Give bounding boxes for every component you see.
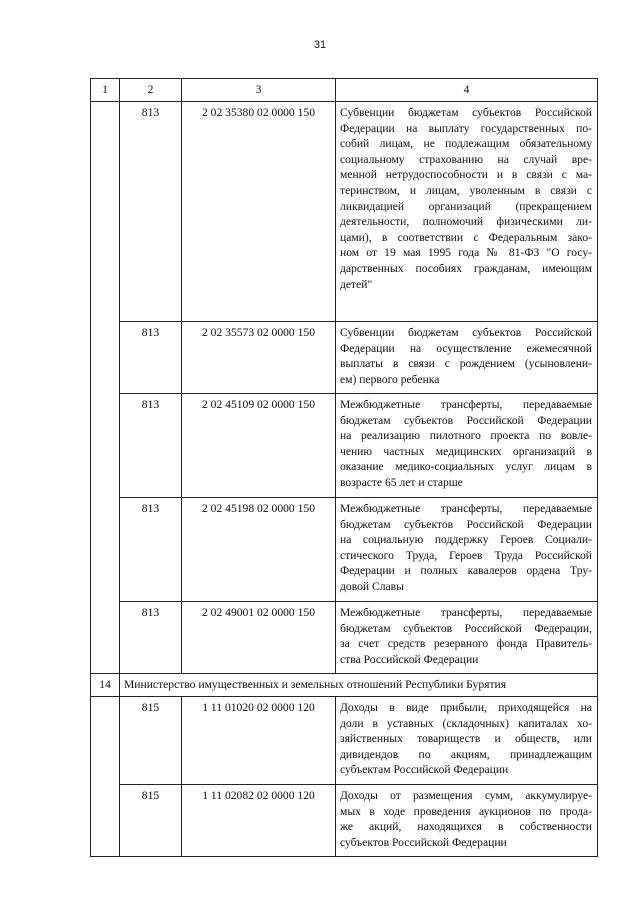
description-line: возрасте 65 лет и старше [340,475,463,489]
description-line: менной нетрудоспособности и в связи с ма- [340,168,592,182]
admin-code-cell: 813 [120,322,182,394]
description-line: зяйственных товариществ и обществ, или [340,732,592,746]
description-line: субъектам Российской Федерации [340,763,509,777]
description-line: Межбюджетные трансферты, передаваемые [340,398,592,411]
revenue-codes-table [90,78,598,857]
table-row [91,322,598,394]
table-row [91,498,598,602]
table-row [91,394,598,498]
description-line: теринством, и лицам, уволенным в связи с [340,183,592,197]
revenue-code-cell: 1 11 02082 02 0000 120 [182,785,336,857]
description-line: чению частных медицинских организаций в [340,444,592,458]
table-header-row [91,79,598,102]
description-line: дарственных пособиях гражданам, имеющим [340,261,592,275]
description-cell [336,394,598,498]
description-line: на социальную поддержку Героев Социали- [340,533,592,547]
group-number-cell [91,697,120,857]
description-cell [336,322,598,394]
revenue-code-cell: 2 02 35380 02 0000 150 [182,102,336,322]
header-col-2: 2 [120,79,182,102]
description-line: же акций, находящихся в собственности [340,820,592,834]
description-line: цами), в соответствии с Федеральным зако- [340,230,592,244]
description-line: Доходы в виде прибыли, приходящейся на [340,701,592,714]
revenue-code-cell: 2 02 35573 02 0000 150 [182,322,336,394]
admin-code-cell: 813 [120,602,182,674]
section-number: 14 [91,674,120,697]
description-cell [336,602,598,674]
table-row [91,102,598,322]
description-line: мых в ходе проведения аукционов по прода- [340,804,592,818]
description-line: деятельности, полномочий физическими ли- [340,215,592,229]
description-line: на реализацию пилотного проекта по вовле- [340,429,592,443]
table-row [91,785,598,857]
description-line: довой Славы [340,579,404,593]
description-cell [336,785,598,857]
description-line: бюджетам субъектов Российской Федерации [340,413,592,427]
description-line: субъектов Российской Федерации [340,835,507,849]
description-line: Межбюджетные трансферты, передаваемые [340,502,592,515]
section-row [91,674,598,697]
header-col-3: 3 [182,79,336,102]
description-line: Федерации на выплату государственных по- [340,121,592,135]
table-row [91,697,598,785]
admin-code-cell: 813 [120,498,182,602]
description-line: социальному страхованию на случай вре- [340,152,592,166]
description-line: ном от 19 мая 1995 года № 81-ФЗ "О госу- [340,246,592,260]
description-line: Субвенции бюджетам субъектов Российской [340,106,592,119]
description-line: детей" [340,277,373,291]
section-title: Министерство имущественных и земельных отношений Республики Бурятия [120,674,598,697]
admin-code-cell: 813 [120,102,182,322]
description-line: бюджетам субъектов Российской Федерации, [340,621,592,635]
description-line: Доходы от размещения сумм, аккумулируе- [340,789,592,802]
description-cell [336,102,598,322]
header-col-1: 1 [91,79,120,102]
description-line: за счет средств резервного фонда Правитель- [340,637,592,651]
description-line: бюджетам субъектов Российской Федерации [340,517,592,531]
description-line: ликвидацией организаций (прекращением [340,199,592,213]
description-line: Субвенции бюджетам субъектов Российской [340,326,592,339]
table-row [91,602,598,674]
admin-code-cell: 813 [120,394,182,498]
description-cell [336,697,598,785]
description-line: Федерации и полных кавалеров ордена Тру- [340,564,592,578]
description-line: стического Труда, Героев Труда Российской [340,548,592,562]
header-col-4: 4 [336,79,598,102]
description-line: Межбюджетные трансферты, передаваемые [340,606,592,619]
description-line: выплаты в связи с рождением (усыновлени- [340,357,592,371]
description-line: дивидендов по акциям, принадлежащим [340,747,592,761]
revenue-code-cell: 2 02 45198 02 0000 150 [182,498,336,602]
description-line: собий лицам, не подлежащим обязательному [340,137,592,151]
table-body [91,102,598,857]
admin-code-cell: 815 [120,697,182,785]
description-line: Федерации на осуществление ежемесячной [340,341,592,355]
page-number: 31 [313,39,327,51]
description-line: доли в уставных (складочных) капиталах хо- [340,716,592,730]
revenue-code-cell: 2 02 45109 02 0000 150 [182,394,336,498]
description-line: ства Российской Федерации [340,652,479,666]
description-cell [336,498,598,602]
description-line: ем) первого ребенка [340,372,440,386]
admin-code-cell: 815 [120,785,182,857]
revenue-code-cell: 1 11 01020 02 0000 120 [182,697,336,785]
group-number-cell [91,102,120,674]
revenue-code-cell: 2 02 49001 02 0000 150 [182,602,336,674]
description-line: оказание медико-социальных услуг лицам в [340,460,592,474]
